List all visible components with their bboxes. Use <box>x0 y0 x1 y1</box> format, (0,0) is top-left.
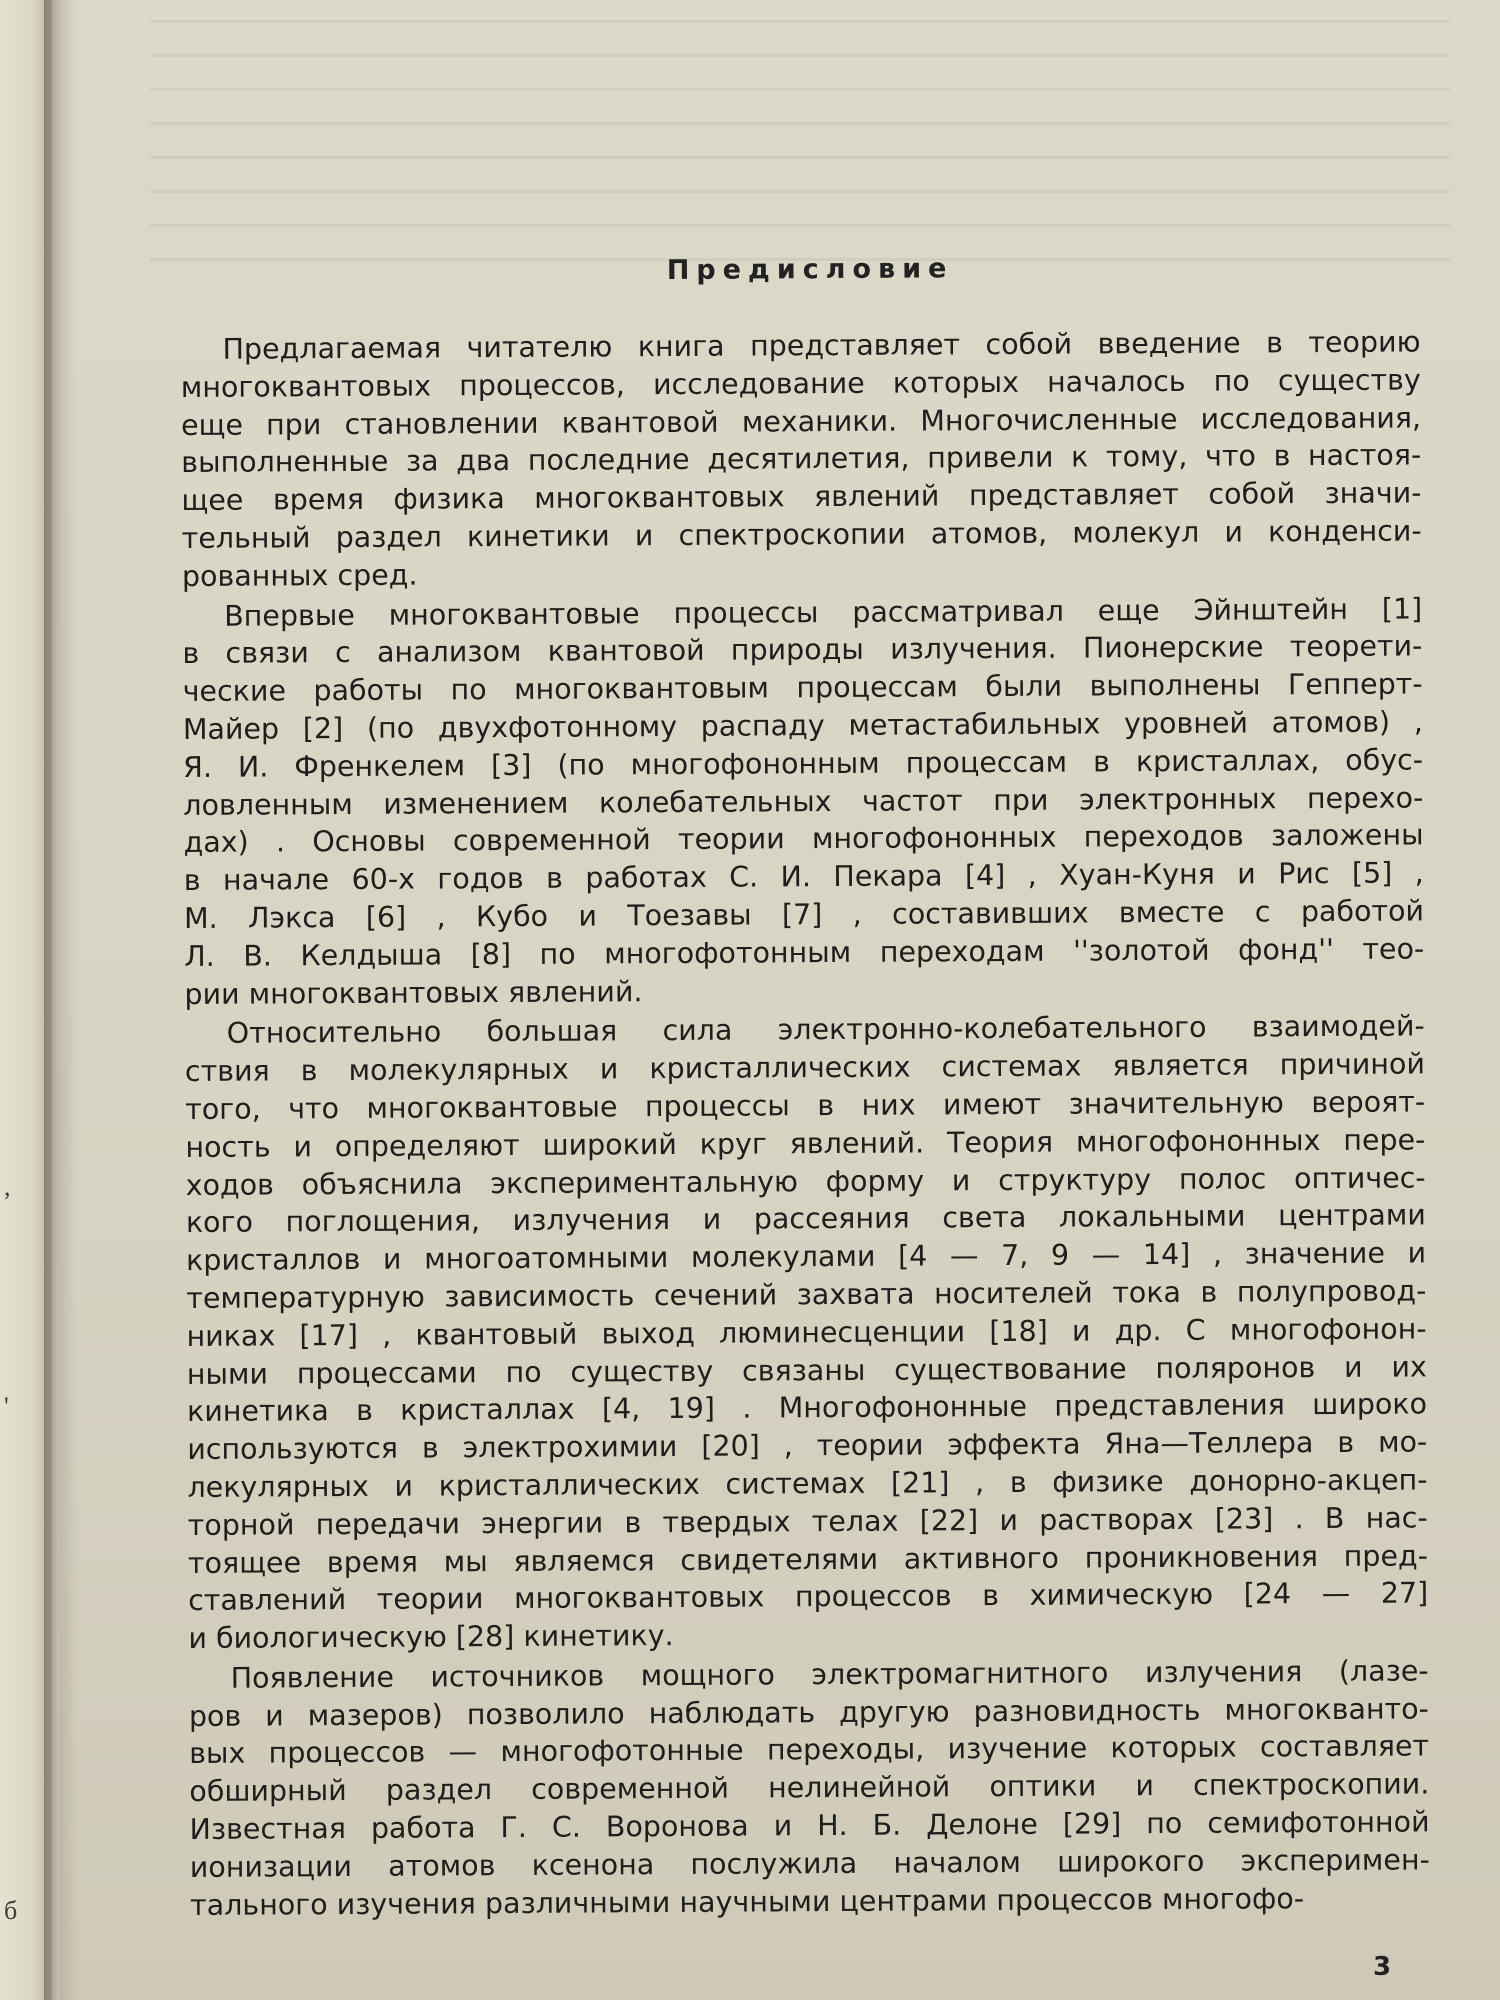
text-line: кристаллов и многоатомными молекулами [4 — 7, 9 — 14] , значение и <box>186 1236 1427 1278</box>
text-line: Предлагаемая читателю книга представляет собой введение в теорию <box>222 325 1421 366</box>
stray-mark: ' <box>4 1392 9 1421</box>
page-content <box>180 250 1430 1924</box>
paragraph <box>189 1652 1431 1924</box>
text-line: в связи с анализом квантовой природы излучения. Пионерские теорети- <box>182 629 1423 671</box>
text-line: того, что многоквантовые процессы в них имеют значительную вероят- <box>185 1085 1426 1126</box>
text-line: никах [17] , квантовый выход люминесценции [18] и др. С многофонон- <box>186 1312 1427 1353</box>
paragraph <box>185 1008 1429 1658</box>
show-through-text <box>150 20 1450 280</box>
stray-mark: , <box>4 1172 11 1201</box>
gutter-shadow <box>44 0 78 2000</box>
text-line: Впервые многоквантовые процессы рассматривал еще Эйнштейн [1] <box>224 591 1423 633</box>
text-line: вых процессов — многофотонные переходы, изучение которых составляет <box>189 1729 1430 1771</box>
text-line: ность и определяют широкий круг явлений. Теория многофононных пере- <box>185 1123 1426 1164</box>
text-line: тоящее время мы являемся свидетелями активного проникновения пред- <box>187 1538 1429 1580</box>
text-line: дах) . Основы современной теории многофононных переходов заложены <box>183 818 1424 860</box>
text-line: Л. В. Келдыша [8] по многофотонным переходам ''золотой фонд'' тео- <box>184 932 1425 973</box>
text-line: тального изучения различными научными центрами процессов многофо- <box>189 1881 1305 1922</box>
text-line: тельный раздел кинетики и спектроскопии атомов, молекул и конденси- <box>181 514 1422 555</box>
text-line: лекулярных и кристаллических системах [21] , в физике донорно-акцеп- <box>187 1463 1428 1504</box>
text-line: Известная работа Г. С. Воронова и Н. Б. Делоне [29] по семифотонной <box>189 1805 1430 1847</box>
text-line: температурную зависимость сечений захвата носителей тока в полупровод- <box>186 1274 1427 1315</box>
page-title: Предисловие <box>666 253 954 287</box>
text-line: торной передачи энергии в твердых телах [22] и растворах [23] . В нас- <box>187 1501 1428 1542</box>
paragraph <box>180 323 1422 595</box>
text-line: ходов объяснила экспериментальную форму и структуру полос оптичес- <box>185 1160 1426 1202</box>
text-line: кинетика в кристаллах [4, 19] . Многофононные представления широко <box>186 1387 1428 1429</box>
text-line: ловленным изменением колебательных частот при электронных перехо- <box>183 780 1424 822</box>
text-line: используются в электрохимии [20] , теории эффекта Яна—Теллера в мо- <box>187 1425 1428 1467</box>
text-line: рии многоквантовых явлений. <box>184 974 643 1011</box>
text-line: еще при становлении квантовой механики. Многочисленные исследования, <box>180 401 1422 442</box>
text-line: щее время физика многоквантовых явлений представляет собой значи- <box>181 476 1422 518</box>
text-line: ствия в молекулярных и кристаллических системах является причиной <box>184 1047 1426 1089</box>
text-line: ионизации атомов ксенона послужила началом широкого эксперимен- <box>189 1843 1430 1884</box>
text-line: обширный раздел современной нелинейной оптики и спектроскопии. <box>189 1767 1430 1809</box>
text-line: многоквантовых процессов, исследование которых началось по существу <box>180 363 1421 404</box>
paragraph <box>182 590 1425 1013</box>
page-number: 3 <box>1373 1952 1392 1982</box>
text-line: ными процессами по существу связаны существование поляронов и их <box>186 1349 1427 1391</box>
text-line: Появление источников мощного электромагнитного излучения (лазе- <box>230 1654 1429 1695</box>
text-line: М. Лэкса [6] , Кубо и Тоезавы [7] , составивших вместе с работой <box>183 894 1425 935</box>
text-line: Относительно большая сила электронно-колебательного взаимодей- <box>226 1009 1425 1051</box>
text-line: Майер [2] (по двухфотонному распаду метастабильных уровней атомов) , <box>182 705 1423 746</box>
text-body <box>180 323 1430 1924</box>
text-line: выполненные за два последние десятилетия, привели к тому, что в настоя- <box>181 438 1422 480</box>
text-line: ставлений теории многоквантовых процессов в химическую [24 — 27] <box>188 1576 1429 1618</box>
text-line: ров и мазеров) позволило наблюдать другую разновидность многокванто- <box>188 1692 1429 1733</box>
text-line: рованных сред. <box>181 558 418 593</box>
text-line: Я. И. Френкелем [3] (по многофононным процессам в кристаллах, обус- <box>183 743 1424 784</box>
stray-mark: б <box>4 1896 18 1925</box>
text-line: и биологическую [28] кинетику. <box>188 1619 674 1656</box>
text-line: ческие работы по многоквантовым процессам были выполнены Гепперт- <box>182 667 1423 709</box>
text-line: в начале 60-х годов в работах С. И. Пекара [4] , Хуан-Куня и Рис [5] , <box>183 856 1424 898</box>
text-line: кого поглощения, излучения и рассеяния света локальными центрами <box>185 1198 1426 1240</box>
